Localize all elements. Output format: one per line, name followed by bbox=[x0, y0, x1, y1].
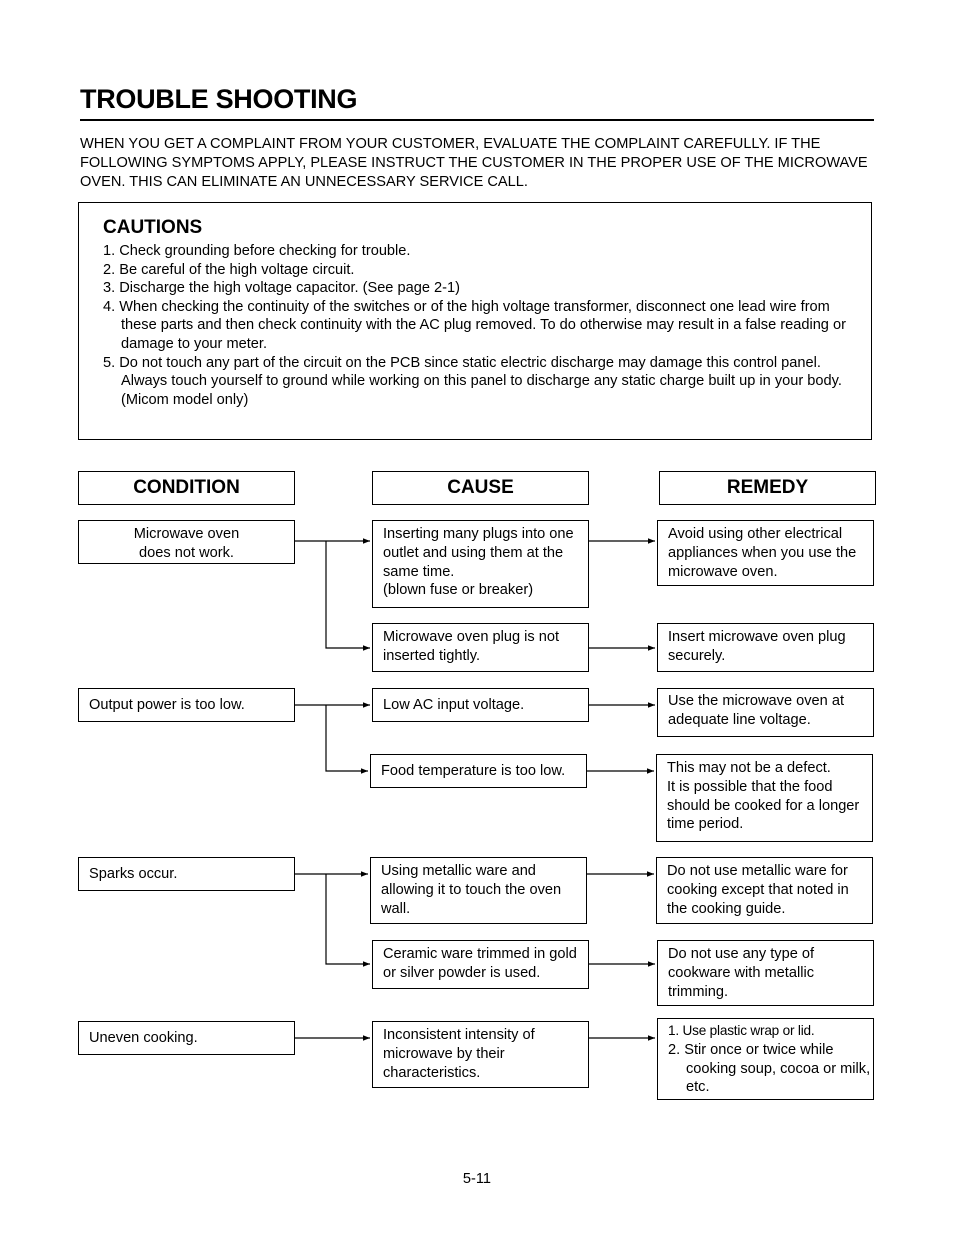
cause-header: CAUSE bbox=[372, 471, 589, 505]
condition-box: Output power is too low. bbox=[78, 688, 295, 722]
condition-text: does not work. bbox=[139, 544, 234, 561]
remedy-text: It is possible that the food should be cooked for a longer time period. bbox=[667, 778, 860, 833]
page-title: TROUBLE SHOOTING bbox=[80, 84, 874, 121]
caution-item: 4. When checking the continuity of the switches or of the high voltage transformer, disconnect one lead wire from these parts and then check continuity with the AC plug removed. To do otherwise may result in a false reading or damage to your meter. bbox=[103, 298, 846, 352]
caution-item-continued: Always touch yourself to ground while working on this panel to discharge any static charge built up in your body. (Micom model only) bbox=[121, 373, 842, 408]
connector-line bbox=[326, 541, 370, 648]
remedy-list-item: 1. Use plastic wrap or lid. bbox=[668, 1023, 815, 1038]
remedy-box: Do not use any type of cookware with metallic trimming. bbox=[657, 940, 874, 1006]
caution-item: 2. Be careful of the high voltage circuit. bbox=[103, 261, 355, 278]
remedy-header: REMEDY bbox=[659, 471, 876, 505]
cause-box: Using metallic ware and allowing it to touch the oven wall. bbox=[370, 857, 587, 924]
caution-item: 3. Discharge the high voltage capacitor. (See page 2-1) bbox=[103, 280, 460, 297]
remedy-text: This may not be a defect. bbox=[667, 760, 831, 776]
cause-box: Microwave oven plug is not inserted tightly. bbox=[372, 623, 589, 672]
remedy-box: Use the microwave oven at adequate line voltage. bbox=[657, 688, 874, 737]
condition-box: Uneven cooking. bbox=[78, 1021, 295, 1055]
cause-box: Low AC input voltage. bbox=[372, 688, 589, 722]
cause-box: Ceramic ware trimmed in gold or silver powder is used. bbox=[372, 940, 589, 989]
connector-line bbox=[326, 874, 370, 964]
connector-line bbox=[326, 705, 368, 771]
cause-box: Inconsistent intensity of microwave by their characteristics. bbox=[372, 1021, 589, 1088]
remedy-list-item: 2. Stir once or twice while cooking soup, cocoa or milk, etc. bbox=[668, 1041, 871, 1096]
remedy-box: Do not use metallic ware for cooking except that noted in the cooking guide. bbox=[656, 857, 873, 924]
caution-item: 1. Check grounding before checking for trouble. bbox=[103, 243, 411, 259]
remedy-box: Avoid using other electrical appliances when you use the microwave oven. bbox=[657, 520, 874, 586]
page-number: 5-11 bbox=[462, 1171, 492, 1187]
cautions-heading: CAUTIONS bbox=[103, 217, 203, 238]
cause-box: Food temperature is too low. bbox=[370, 754, 587, 788]
cause-text: Inserting many plugs into one outlet and using them at the same time. bbox=[383, 526, 574, 580]
remedy-box: Insert microwave oven plug securely. bbox=[657, 623, 874, 672]
condition-box: Sparks occur. bbox=[78, 857, 295, 891]
condition-text: Microwave oven bbox=[133, 526, 240, 542]
intro-paragraph: WHEN YOU GET A COMPLAINT FROM YOUR CUSTOMER, EVALUATE THE COMPLAINT CAREFULLY. IF THE FOLLOWING SYMPTOMS APPLY, PLEASE INSTRUCT THE CUSTOMER IN THE PROPER USE OF THE MICROWAVE OVEN. THIS CAN ELIMINATE AN UNNECESSARY SERVICE CALL. bbox=[80, 136, 868, 190]
condition-header: CONDITION bbox=[78, 471, 295, 505]
caution-item: 5. Do not touch any part of the circuit on the PCB since static electric discharge may damage this control panel. bbox=[103, 354, 821, 371]
cause-note: (blown fuse or breaker) bbox=[383, 582, 534, 599]
